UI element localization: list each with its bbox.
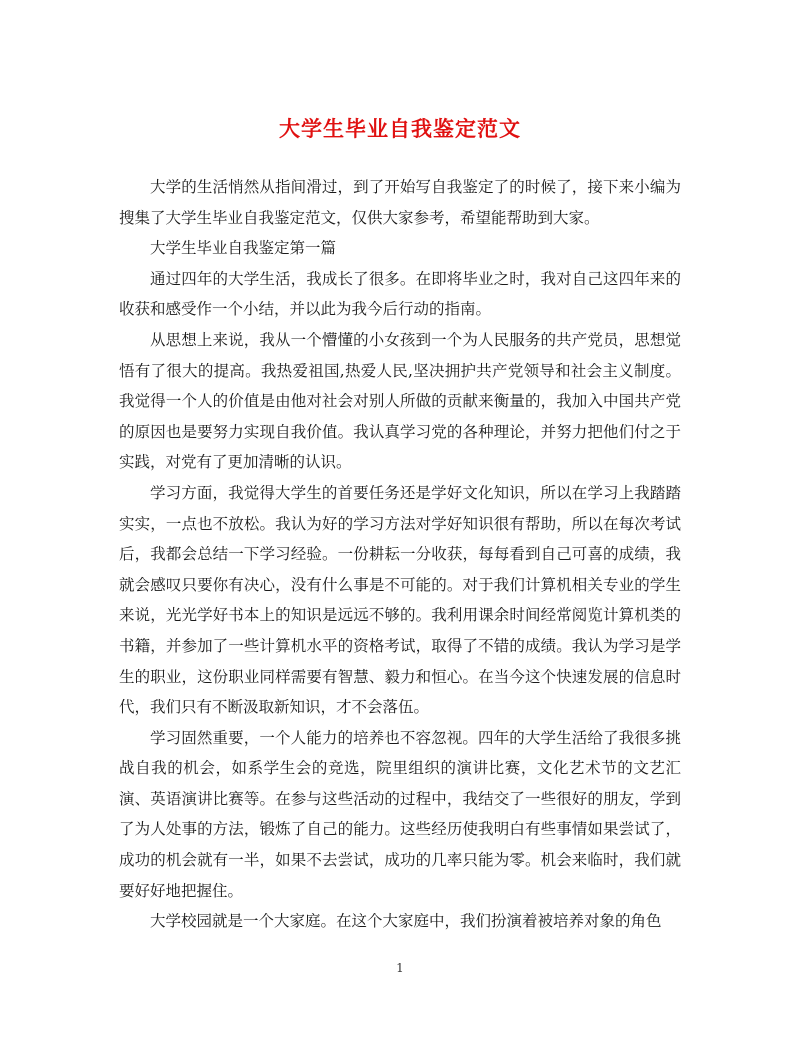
document-body — [119, 172, 681, 937]
paragraph: 学习方面，我觉得大学生的首要任务还是学好文化知识，所以在学习上我踏踏实实，一点也不放松。我认为好的学习方法对学好知识很有帮助，所以在每次考试后，我都会总结一下学习经验。一份耕耘一分收获，每每看到自己可喜的成绩，我就会感叹只要你有决心，没有什么事是不可能的。对于我们计算机相关专业的学生来说，光光学好书本上的知识是远远不够的。我利用课余时间经常阅览计算机类的书籍，并参加了一些计算机水平的资格考试，取得了不错的成绩。我认为学习是学生的职业，这份职业同样需要有智慧、毅力和恒心。在当今这个快速发展的信息时代，我们只有不断汲取新知识，才不会落伍。 — [119, 483, 681, 717]
paragraph: 从思想上来说，我从一个懵懂的小女孩到一个为人民服务的共产党员，思想觉悟有了很大的提高。我热爱祖国,热爱人民,坚决拥护共产党领导和社会主义制度。我觉得一个人的价值是由他对社会对别人所做的贡献来衡量的，我加入中国共产党的原因也是要努力实现自我价值。我认真学习党的各种理论，并努力把他们付之于实践，对党有了更加清晰的认识。 — [119, 330, 681, 472]
paragraph: 通过四年的大学生活，我成长了很多。在即将毕业之时，我对自己这四年来的收获和感受作一个小结，并以此为我今后行动的指南。 — [119, 269, 681, 319]
document-title: 大学生毕业自我鉴定范文 — [279, 116, 521, 141]
section-heading: 大学生毕业自我鉴定第一篇 — [150, 239, 337, 258]
paragraph: 学习固然重要，一个人能力的培养也不容忽视。四年的大学生活给了我很多挑战自我的机会，如系学生会的竞选，院里组织的演讲比赛，文化艺术节的文艺汇演、英语演讲比赛等。在参与这些活动的过程中，我结交了一些很好的朋友，学到了为人处事的方法，锻炼了自己的能力。这些经历使我明白有些事情如果尝试了，成功的机会就有一半，如果不去尝试，成功的几率只能为零。机会来临时，我们就要好好地把握住。 — [119, 728, 681, 900]
paragraph: 大学校园就是一个大家庭。在这个大家庭中，我们扮演着被培养对象的角色 — [150, 912, 662, 931]
paragraph-intro: 大学的生活悄然从指间滑过，到了开始写自我鉴定了的时候了，接下来小编为搜集了大学生毕业自我鉴定范文，仅供大家参考，希望能帮助到大家。 — [119, 178, 681, 227]
page-number: 1 — [396, 961, 404, 975]
